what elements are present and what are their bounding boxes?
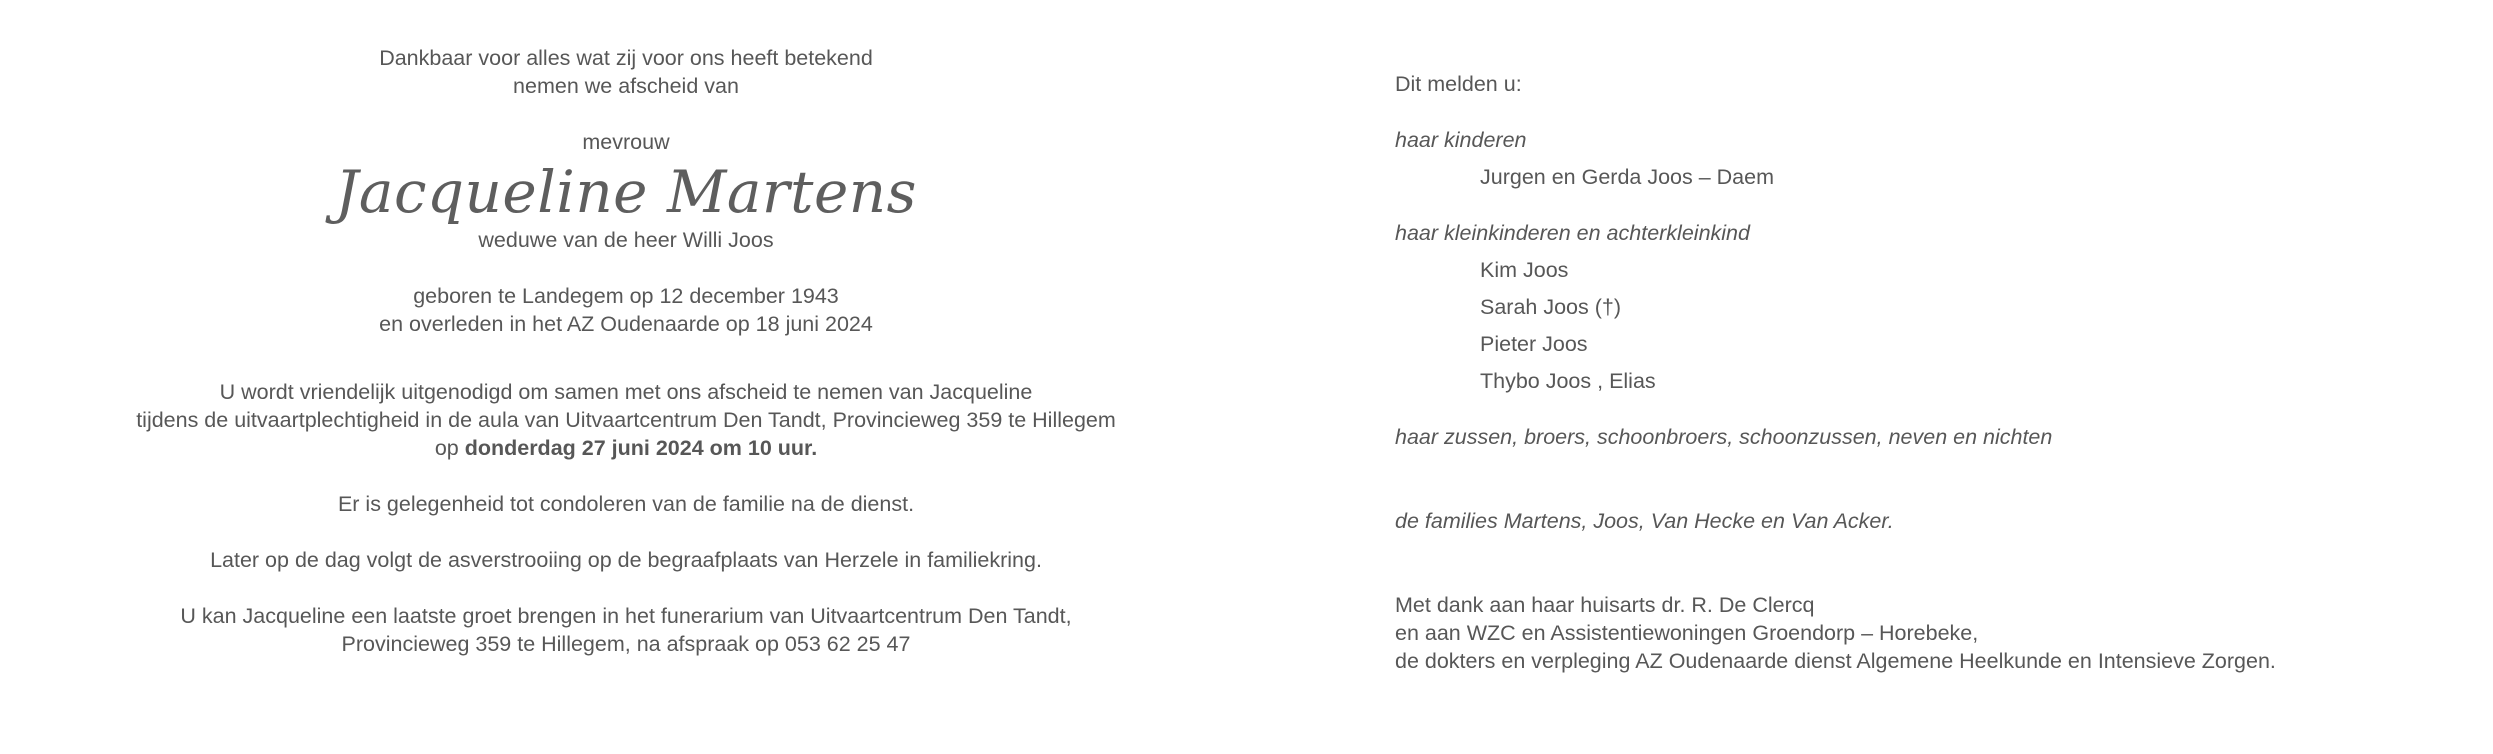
thanks-line-1: Met dank aan haar huisarts dr. R. De Clercq bbox=[1395, 593, 1815, 617]
grandchild-item: Thybo Joos , Elias bbox=[1480, 369, 1656, 393]
intro-line-2: nemen we afscheid van bbox=[513, 74, 739, 98]
grandchild-item: Kim Joos bbox=[1480, 258, 1569, 282]
visit-line-2: Provincieweg 359 te Hillegem, na afspraak op 053 62 25 47 bbox=[341, 632, 911, 656]
grandchild-item: Pieter Joos bbox=[1480, 332, 1588, 356]
visit-line-1: U kan Jacqueline een laatste groet brengen in het funerarium van Uitvaartcentrum Den Tandt, bbox=[180, 604, 1072, 628]
salutation: mevrouw bbox=[582, 130, 670, 154]
siblings-line: haar zussen, broers, schoonbroers, schoonzussen, neven en nichten bbox=[1395, 425, 2053, 449]
died-line: en overleden in het AZ Oudenaarde op 18 juni 2024 bbox=[379, 312, 873, 336]
families-line: de families Martens, Joos, Van Hecke en Van Acker. bbox=[1395, 509, 1894, 533]
ashes-line: Later op de dag volgt de asverstrooiing op de begraafplaats van Herzele in familiekring. bbox=[210, 548, 1042, 572]
invite-line-3 bbox=[100, 434, 1152, 462]
child-item: Jurgen en Gerda Joos – Daem bbox=[1480, 165, 1774, 189]
invite-line-1: U wordt vriendelijk uitgenodigd om samen met ons afscheid te nemen van Jacqueline bbox=[219, 380, 1033, 404]
condolence-line: Er is gelegenheid tot condoleren van de familie na de dienst. bbox=[337, 492, 915, 516]
thanks-line-2: en aan WZC en Assistentiewoningen Groendorp – Horebeke, bbox=[1395, 621, 1979, 645]
right-column bbox=[1395, 70, 2465, 675]
ceremony-date: donderdag 27 juni 2024 om 10 uur. bbox=[464, 436, 818, 460]
children-heading: haar kinderen bbox=[1395, 128, 1527, 152]
intro-line-1: Dankbaar voor alles wat zij voor ons heeft betekend bbox=[379, 46, 873, 70]
left-column bbox=[100, 44, 1152, 658]
announce-line: Dit melden u: bbox=[1395, 72, 1522, 96]
thanks-line-3: de dokters en verpleging AZ Oudenaarde dienst Algemene Heelkunde en Intensieve Zorgen. bbox=[1395, 649, 2276, 673]
widow-of: weduwe van de heer Willi Joos bbox=[478, 228, 774, 252]
deceased-name: Jacqueline Martens bbox=[335, 158, 917, 226]
invite-prefix: op bbox=[434, 436, 465, 460]
born-line: geboren te Landegem op 12 december 1943 bbox=[413, 284, 839, 308]
grandchild-item: Sarah Joos (†) bbox=[1480, 295, 1622, 319]
grandchildren-heading: haar kleinkinderen en achterkleinkind bbox=[1395, 221, 1750, 245]
invite-line-2: tijdens de uitvaartplechtigheid in de aula van Uitvaartcentrum Den Tandt, Provincieweg 359 te Hillegem bbox=[136, 408, 1116, 432]
